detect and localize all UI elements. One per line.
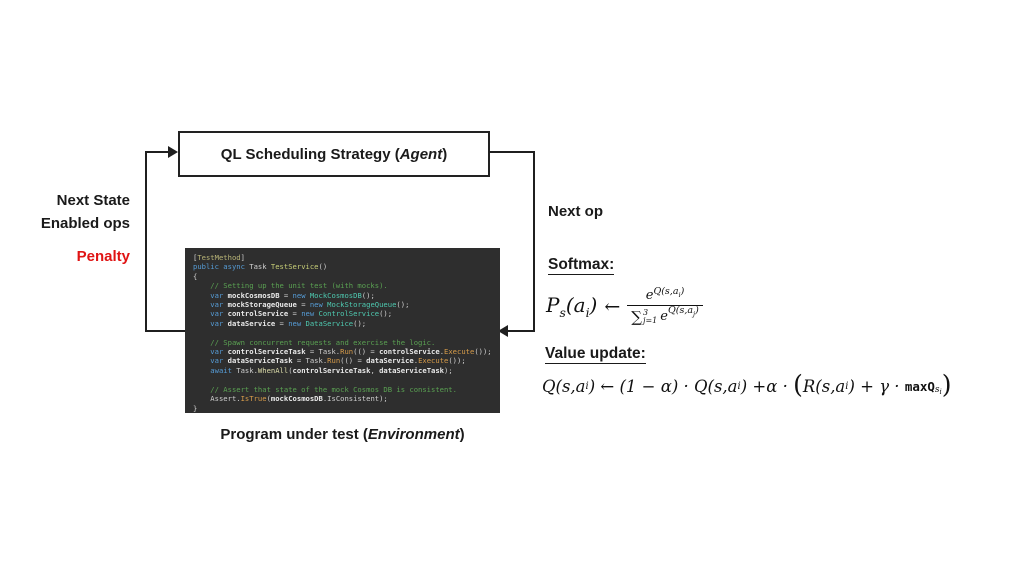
left-connector-top-segment [147, 151, 170, 153]
next-state-label: Next State [56, 192, 130, 209]
agent-box [178, 131, 490, 177]
value-update-formula: Q(s,a i ) ← (1 − α) · Q(s,a i ) +α · ( R(s,a i ) + γ · maxQ $s_i$ ) [542, 370, 952, 399]
softmax-numerator: $e^{Q(s,a_i)}$ [645, 286, 685, 303]
code-line [193, 328, 496, 337]
big-open-paren: ( [793, 370, 803, 399]
softmax-denominator: ∑ 3 j=1 e $Q(s,a_j)$ [627, 305, 703, 326]
code-line: var dataServiceTask = Task.Run(() = dataService.Execute()); [193, 356, 466, 366]
left-connector-bottom-segment [145, 330, 187, 332]
code-line: var dataService = new DataService(); [193, 318, 367, 328]
enabled-ops-label: Enabled ops [40, 215, 130, 232]
softmax-lhs: $P_s(a_i)$ [546, 293, 598, 321]
code-line: } [193, 403, 198, 413]
code-line: public async Task TestService() [193, 262, 328, 272]
softmax-fraction [627, 288, 703, 326]
code-line: var mockStorageQueue = new MockStorageQueue(); [193, 300, 410, 310]
left-connector-vertical-segment [145, 151, 147, 332]
code-line: // Spawn concurrent requests and exercise the logic. [193, 337, 436, 347]
big-close-paren: ) [941, 370, 952, 399]
code-line: var controlServiceTask = Task.Run(() = controlService.Execute()); [193, 347, 492, 357]
agent-box-label: QL Scheduling Strategy (Agent) [220, 145, 448, 163]
code-line: var controlService = new ControlService(); [193, 309, 393, 319]
arrowhead-into-agent-icon [168, 146, 178, 158]
code-line: [TestMethod] [193, 253, 245, 262]
code-line: // Setting up the unit test (with mocks). [193, 281, 388, 291]
right-connector-top-segment [489, 151, 535, 153]
code-line: // Assert that state of the mock Cosmos DB is consistent. [193, 384, 457, 394]
left-arrow-symbol: ← [604, 295, 621, 318]
softmax-heading: Softmax: [548, 256, 615, 273]
code-line: await Task.WhenAll(controlServiceTask, dataServiceTask); [193, 365, 453, 375]
right-connector-vertical-segment [533, 151, 535, 332]
value-update-heading: Value update: [545, 345, 646, 362]
next-op-label: Next op [548, 203, 604, 220]
environment-caption: Program under test (Environment) [220, 426, 465, 443]
code-line: { [193, 271, 198, 281]
penalty-label: Penalty [76, 248, 130, 265]
maxq-term: maxQ [904, 378, 935, 394]
code-line [193, 375, 496, 384]
right-connector-bottom-segment [507, 330, 535, 332]
code-line: var mockCosmosDB = new MockCosmosDB(); [193, 290, 375, 300]
feedback-labels [28, 189, 130, 268]
environment-code-block [185, 248, 500, 413]
softmax-formula [546, 288, 703, 326]
code-line: Assert.IsTrue(mockCosmosDB.IsConsistent); [193, 394, 388, 404]
